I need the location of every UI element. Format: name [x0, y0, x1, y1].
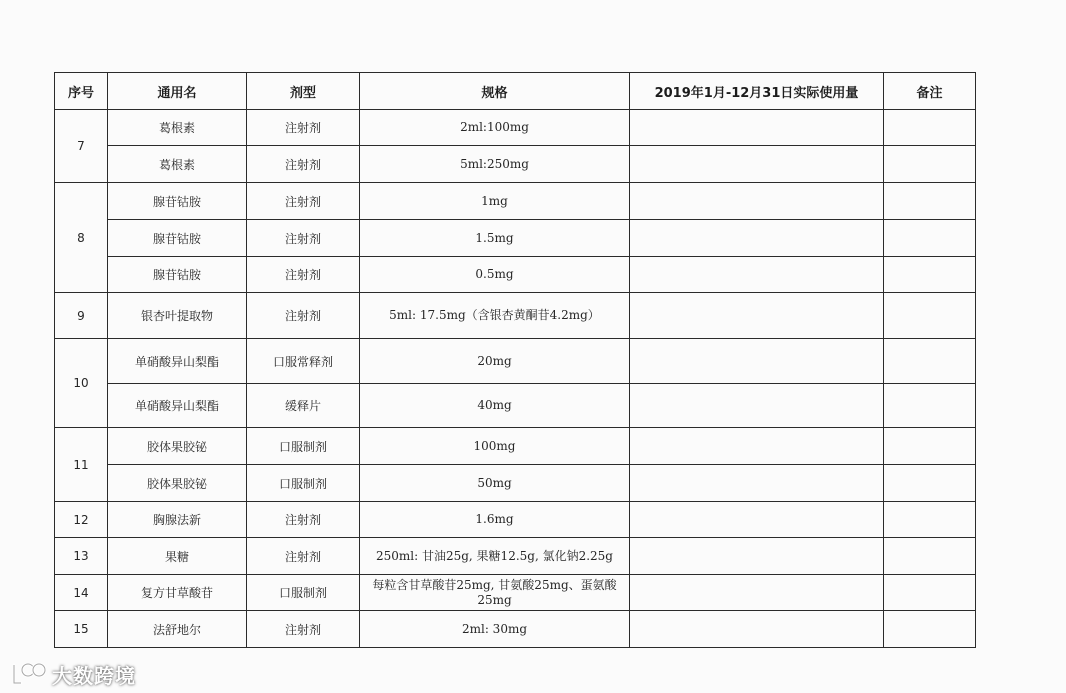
cell-dosage-form: 口服制剂 [247, 575, 360, 611]
cell-spec: 2ml:100mg [360, 110, 630, 146]
cell-seq: 7 [55, 110, 108, 183]
cell-seq: 12 [55, 502, 108, 538]
cell-dosage-form: 注射剂 [247, 146, 360, 183]
cell-spec: 100mg [360, 428, 630, 465]
table-row [55, 220, 976, 257]
cell-usage [630, 465, 884, 502]
cell-remark [884, 575, 976, 611]
cell-remark [884, 257, 976, 293]
table-header-row [55, 73, 976, 110]
cell-remark [884, 146, 976, 183]
cell-generic-name: 复方甘草酸苷 [108, 575, 247, 611]
header-seq: 序号 [55, 73, 108, 110]
cell-usage [630, 183, 884, 220]
cell-remark [884, 183, 976, 220]
cell-seq: 9 [55, 293, 108, 339]
cell-spec: 5ml: 17.5mg（含银杏黄酮苷4.2mg） [360, 293, 630, 339]
cell-generic-name: 腺苷钴胺 [108, 183, 247, 220]
cell-spec: 1mg [360, 183, 630, 220]
cell-seq: 11 [55, 428, 108, 502]
cell-spec: 5ml:250mg [360, 146, 630, 183]
cell-usage [630, 293, 884, 339]
cell-generic-name: 胶体果胶铋 [108, 465, 247, 502]
cell-dosage-form: 缓释片 [247, 384, 360, 428]
table-row [55, 465, 976, 502]
header-remark: 备注 [884, 73, 976, 110]
cell-remark [884, 502, 976, 538]
table-row [55, 339, 976, 384]
cell-generic-name: 单硝酸异山梨酯 [108, 339, 247, 384]
cell-spec: 40mg [360, 384, 630, 428]
cell-generic-name: 葛根素 [108, 110, 247, 146]
cell-spec: 0.5mg [360, 257, 630, 293]
cell-dosage-form: 注射剂 [247, 502, 360, 538]
cell-generic-name: 胶体果胶铋 [108, 428, 247, 465]
cell-usage [630, 575, 884, 611]
cell-spec: 20mg [360, 339, 630, 384]
cell-remark [884, 220, 976, 257]
cell-dosage-form: 注射剂 [247, 110, 360, 146]
table-row [55, 611, 976, 648]
cell-usage [630, 110, 884, 146]
cell-dosage-form: 注射剂 [247, 220, 360, 257]
cell-remark [884, 428, 976, 465]
table-row [55, 384, 976, 428]
cell-generic-name: 胸腺法新 [108, 502, 247, 538]
table-body [55, 110, 976, 648]
cell-usage [630, 257, 884, 293]
cell-seq: 14 [55, 575, 108, 611]
header-usage: 2019年1月-12月31日实际使用量 [630, 73, 884, 110]
cell-spec: 每粒含甘草酸苷25mg, 甘氨酸25mg、蛋氨酸25mg [360, 575, 630, 611]
cell-dosage-form: 注射剂 [247, 183, 360, 220]
cell-remark [884, 293, 976, 339]
watermark-text: 大数跨境 [52, 663, 136, 688]
cell-remark [884, 465, 976, 502]
cell-dosage-form: 口服常释剂 [247, 339, 360, 384]
cell-usage [630, 611, 884, 648]
cell-remark [884, 611, 976, 648]
cell-seq: 10 [55, 339, 108, 428]
cell-remark [884, 110, 976, 146]
drug-usage-table [54, 72, 976, 648]
cell-dosage-form: 注射剂 [247, 293, 360, 339]
cell-generic-name: 果糖 [108, 538, 247, 575]
header-generic-name: 通用名 [108, 73, 247, 110]
cell-dosage-form: 口服制剂 [247, 465, 360, 502]
cell-seq: 8 [55, 183, 108, 293]
table-row [55, 575, 976, 611]
cell-seq: 15 [55, 611, 108, 648]
cell-dosage-form: 注射剂 [247, 538, 360, 575]
brand-logo-icon [10, 661, 46, 687]
table-row [55, 538, 976, 575]
table-row [55, 293, 976, 339]
cell-generic-name: 腺苷钴胺 [108, 257, 247, 293]
cell-dosage-form: 注射剂 [247, 611, 360, 648]
cell-usage [630, 502, 884, 538]
header-dosage-form: 剂型 [247, 73, 360, 110]
table-row [55, 183, 976, 220]
cell-spec: 50mg [360, 465, 630, 502]
table-row [55, 502, 976, 538]
cell-seq: 13 [55, 538, 108, 575]
cell-usage [630, 428, 884, 465]
cell-usage [630, 384, 884, 428]
cell-usage [630, 339, 884, 384]
table-row [55, 110, 976, 146]
cell-generic-name: 葛根素 [108, 146, 247, 183]
watermark [10, 659, 136, 689]
cell-generic-name: 法舒地尔 [108, 611, 247, 648]
cell-generic-name: 腺苷钴胺 [108, 220, 247, 257]
table-row [55, 146, 976, 183]
table-row [55, 257, 976, 293]
cell-dosage-form: 注射剂 [247, 257, 360, 293]
cell-usage [630, 538, 884, 575]
cell-generic-name: 银杏叶提取物 [108, 293, 247, 339]
cell-spec: 1.6mg [360, 502, 630, 538]
cell-usage [630, 220, 884, 257]
header-spec: 规格 [360, 73, 630, 110]
cell-spec: 250ml: 甘油25g, 果糖12.5g, 氯化钠2.25g [360, 538, 630, 575]
cell-spec: 2ml: 30mg [360, 611, 630, 648]
cell-remark [884, 538, 976, 575]
cell-remark [884, 339, 976, 384]
table-row [55, 428, 976, 465]
cell-generic-name: 单硝酸异山梨酯 [108, 384, 247, 428]
cell-usage [630, 146, 884, 183]
cell-dosage-form: 口服制剂 [247, 428, 360, 465]
cell-remark [884, 384, 976, 428]
cell-spec: 1.5mg [360, 220, 630, 257]
